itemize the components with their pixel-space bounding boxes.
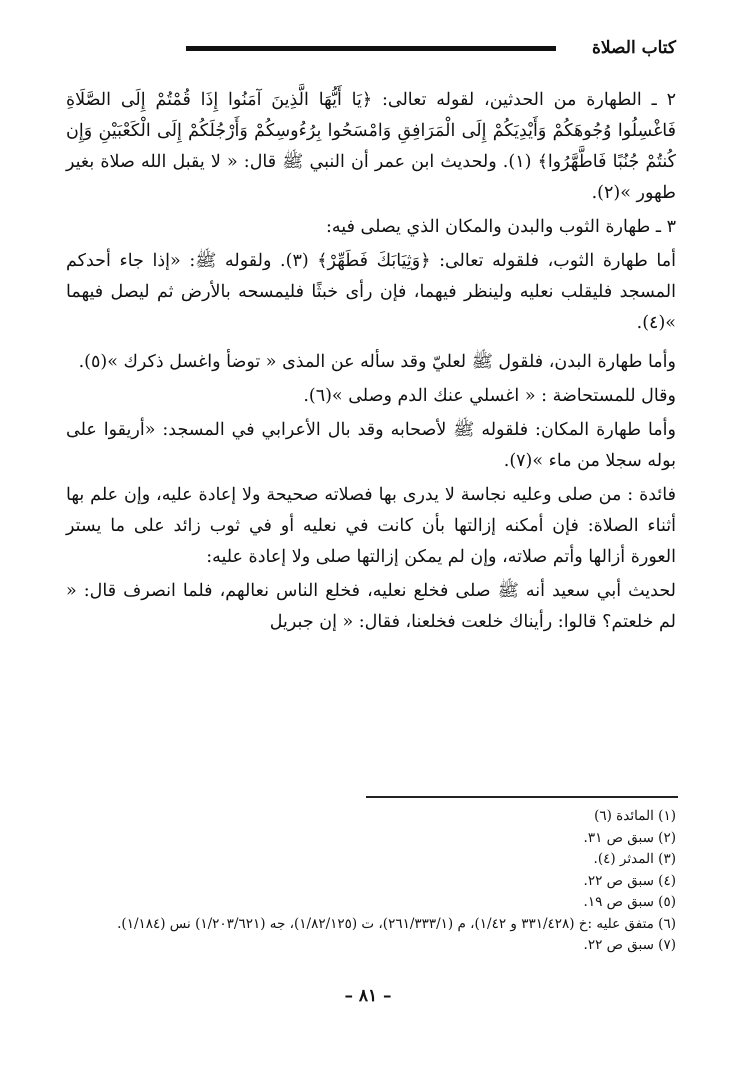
running-title: كتاب الصلاة <box>591 38 676 58</box>
paragraph-mustahada: وقال للمستحاضة : « اغسلي عنك الدم وصلى »(٦). <box>303 386 676 406</box>
paragraph-purity-heading: ٣ ـ طهارة الثوب والبدن والمكان الذي يصلى فيه: <box>326 217 676 237</box>
paragraph-body-purity: وأما طهارة البدن، فلقول ﷺ لعليّ وقد سأله عن المذى « توضأ واغسل ذكرك »(٥). <box>78 352 676 372</box>
paragraph-garment-purity: أما طهارة الثوب، فلقوله تعالى: ﴿وَثِيَابَكَ فَطَهِّرْ﴾ (٣). ولقوله ﷺ: «إذا جاء أحدكم المسجد فليقلب نعليه ولينظر فيهما، فإن رأى خبثًا فليمسحه بالأرض ثم ليصل فيهما »(٤). <box>66 251 676 333</box>
footnote: (٦) متفق عليه :خ (٣٣١/٤٢٨ و ١/٤٢)، م (٢٦١/٣٣٣/١)، ت (١/٨٢/١٢٥)، جه (١/٢٠٣/٦٢١) نس (١/١٨٤). <box>117 915 676 932</box>
page-header <box>66 38 676 64</box>
paragraph-ritual-purity: ٢ ـ الطهارة من الحدثين، لقوله تعالى: ﴿يَا أَيُّهَا الَّذِينَ آمَنُوا إِذَا قُمْتُمْ إِلَى الصَّلَاةِ فَاغْسِلُوا وُجُوهَكُمْ وَأَيْدِيَكُمْ إِلَى الْمَرَافِقِ وَامْسَحُوا بِرُءُوسِكُمْ وَأَرْجُلَكُمْ إِلَى الْكَعْبَيْنِ وَإِن كُنتُمْ جُنُبًا فَاطَّهَّرُوا﴾ (١). ولحديث ابن عمر أن النبي ﷺ قال: « لا يقبل الله صلاة بغير طهور »(٢). <box>66 90 676 203</box>
footnote: (٤) سبق ص ٢٢. <box>583 872 676 889</box>
footnote: (١) المائدة (٦) <box>594 808 676 824</box>
footnote: (٣) المدثر (٤). <box>593 851 676 867</box>
paragraph-faida: فائدة : من صلى وعليه نجاسة لا يدرى بها فصلاته صحيحة ولا إعادة عليه، وإن علم بها أثناء الصلاة: فإن أمكنه إزالتها بأن كانت في نعليه أو في ثوب زائد على ما يستر العورة أزالها وأتم صلاته، وإن لم يمكن إزالتها صلى ولا إعادة عليه: <box>66 485 676 567</box>
footnote: (٧) سبق ص ٢٢. <box>583 937 676 953</box>
main-text <box>66 85 676 641</box>
footnotes <box>66 806 676 957</box>
footnote: (٢) سبق ص ٣١. <box>583 829 676 846</box>
footnote: (٥) سبق ص ١٩. <box>583 894 676 910</box>
page-number: – ٨١ – <box>344 986 392 1006</box>
header-rule <box>186 46 556 51</box>
paragraph-abu-said-hadith: لحديث أبي سعيد أنه ﷺ صلى فخلع نعليه، فخلع الناس نعالهم، فلما انصرف قال: « لم خلعتم؟ قالوا: رأيناك خلعت فخلعنا، فقال: « إن جبريل <box>66 581 676 632</box>
paragraph-place-purity: وأما طهارة المكان: فلقوله ﷺ لأصحابه وقد بال الأعرابي في المسجد: «أريقوا على بوله سجلا من ماء »(٧). <box>66 420 676 471</box>
footnote-separator <box>366 796 678 798</box>
